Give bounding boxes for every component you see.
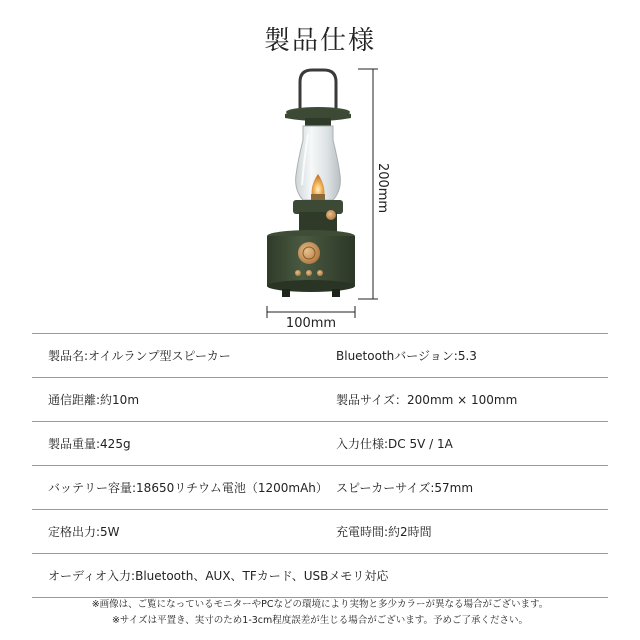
spec-row — [32, 466, 608, 510]
spec-row — [32, 510, 608, 554]
brightness-knob-icon — [326, 210, 336, 220]
width-dimension — [267, 306, 355, 331]
lamp-collar — [293, 200, 343, 232]
button-icon — [306, 270, 312, 276]
spec-item: 通信距離:約10m — [48, 393, 140, 407]
disclaimer-notes — [0, 597, 640, 629]
lamp-handle — [300, 70, 336, 108]
height-label: 200mm — [375, 162, 390, 214]
spec-item: Bluetoothバージョン:5.3 — [336, 349, 477, 363]
spec-item: バッテリー容量:18650リチウム電池（1200mAh） — [48, 481, 328, 495]
spec-item: スピーカーサイズ:57mm — [336, 481, 474, 495]
spec-table — [32, 333, 608, 598]
spec-row — [32, 334, 608, 378]
note-line: ※画像は、ご覧になっているモニターやPCなどの環境により実物と多少カラーが異なる場合がございます。 — [91, 599, 549, 610]
spec-item: 製品サイズ：200mm × 100mm — [336, 393, 518, 407]
speaker-base — [267, 230, 355, 297]
spec-row — [32, 554, 608, 598]
note-line: ※サイズは平置き、実寸のため1-3cm程度誤差が生じる場合がございます。予めご了承ください。 — [111, 615, 529, 626]
spec-item: オーディオ入力:Bluetooth、AUX、TFカード、USBメモリ対応 — [48, 569, 389, 583]
spec-item: 充電時間:約2時間 — [336, 525, 432, 539]
spec-item: 製品重量:425g — [48, 437, 131, 451]
width-label: 100mm — [285, 316, 337, 331]
spec-item: 定格出力:5W — [48, 525, 120, 539]
speaker-grille-icon — [298, 242, 320, 264]
button-icon — [317, 270, 323, 276]
height-dimension — [358, 69, 390, 299]
spec-row — [32, 422, 608, 466]
page-title: 製品仕様 — [263, 26, 376, 56]
button-icon — [295, 270, 301, 276]
lamp-shade — [285, 107, 351, 126]
spec-item: 製品名:オイルランプ型スピーカー — [48, 349, 231, 363]
spec-item: 入力仕様:DC 5V / 1A — [336, 437, 453, 451]
spec-row — [32, 378, 608, 422]
